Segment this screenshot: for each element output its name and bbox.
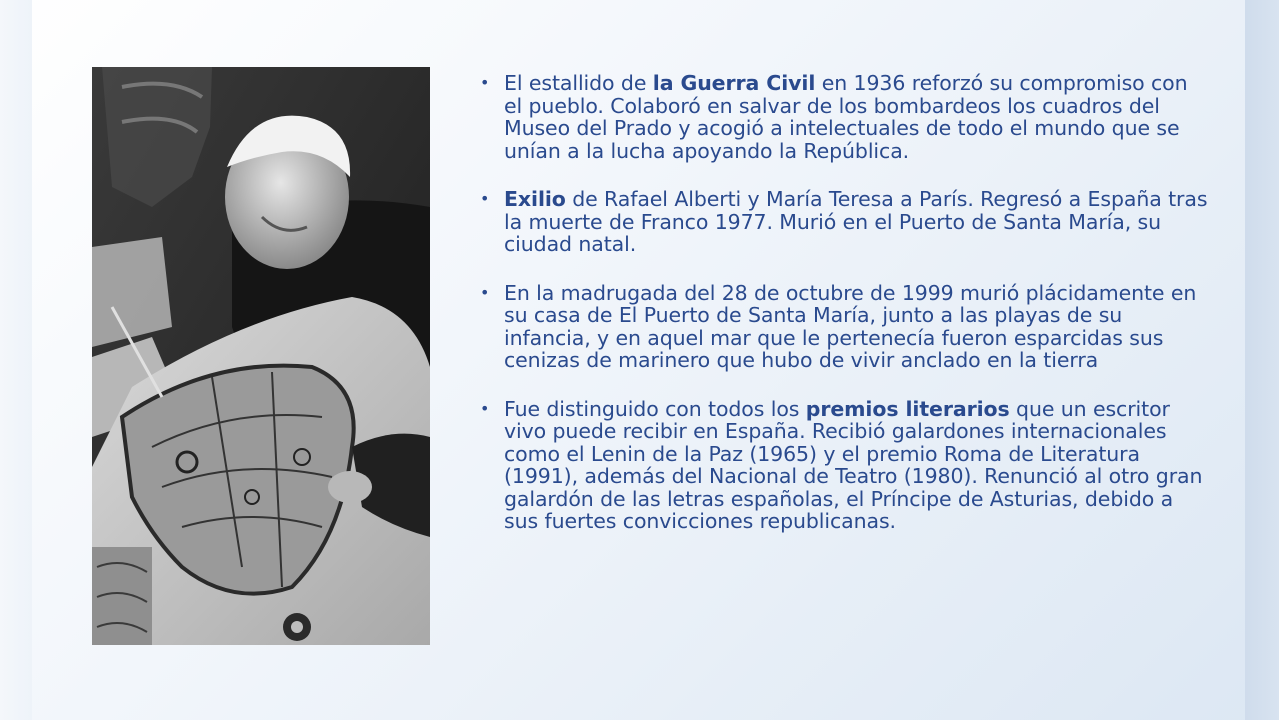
- slide-left-edge: [0, 0, 32, 720]
- bullet-text-pre: En la madrugada del 28 de octubre de 1999 murió plácidamente en su casa de El Puerto de Santa María, junto a las playas de su infancia, y en aquel mar que le pertenecía fueron esparcidas sus cenizas de marinero que hubo de vivir anclado en la tierra: [504, 280, 1197, 372]
- bullet-text-post: en 1936 reforzó su compromiso con el pueblo. Colaboró en salvar de los bombardeos los cuadros del Museo del Prado y acogió a intelectuales de todo el mundo que se unían a la lucha apoyando la República.: [504, 71, 1188, 163]
- bullet-text-pre: Fue distinguido con todos los: [504, 396, 806, 421]
- bullet-dot: •: [480, 398, 490, 418]
- bullet-text-bold: Exilio: [504, 187, 566, 211]
- bullet-item-guerra-civil: [480, 72, 1208, 162]
- photo-artist-drawing: [92, 67, 430, 645]
- slide-right-edge: [1245, 0, 1279, 720]
- bullet-text-post: de Rafael Alberti y María Teresa a París. Regresó a España tras la muerte de Franco 1977. Murió en el Puerto de Santa María, su ciudad natal.: [504, 187, 1208, 256]
- bullet-text-post: que un escritor vivo puede recibir en España. Recibió galardones internacionales como el Lenin de la Paz (1965) y el premio Roma de Literatura (1991), además del Nacional de Teatro (1980). Renunció al otro gran galardón de las letras españolas, el Príncipe de Asturias, debido a sus fuertes convicciones republicanas.: [504, 396, 1203, 533]
- bullet-item-exilio: [480, 188, 1208, 256]
- bullet-text-pre: El estallido de: [504, 71, 653, 95]
- bullet-text-bold: la Guerra Civil: [652, 71, 816, 95]
- bullet-list: [480, 72, 1208, 559]
- bullet-item-muerte: [480, 282, 1208, 372]
- bullet-dot: •: [480, 282, 490, 302]
- bullet-item-premios: [480, 398, 1208, 533]
- bullet-dot: •: [480, 73, 490, 92]
- bullet-text-bold: premios literarios: [805, 396, 1010, 421]
- bullet-dot: •: [480, 189, 490, 208]
- photo-illustration: [92, 67, 430, 645]
